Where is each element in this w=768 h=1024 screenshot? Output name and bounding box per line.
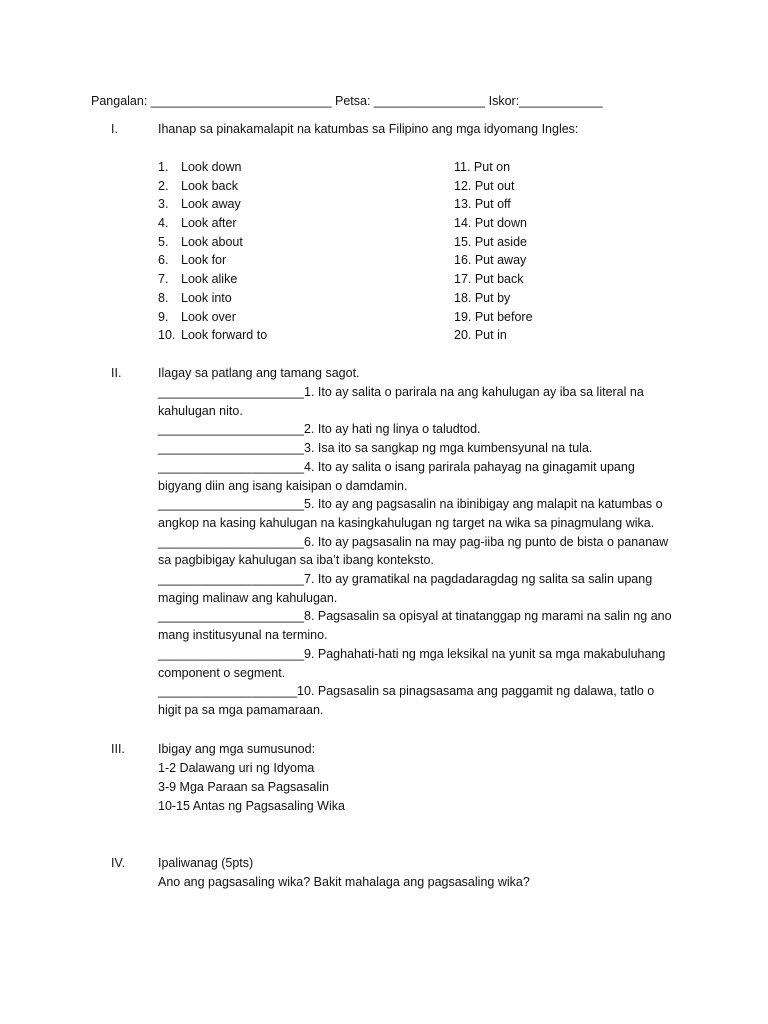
list-item: _____________________6. Ito ay pagsasalin na may pag-iiba ng punto de bista o pananaw sa pagbibigay kahulugan sa iba’t ibang konteksto. xyxy=(158,534,669,568)
list-item: _____________________3. Isa ito sa sangkap ng mga kumbensyunal na tula. xyxy=(158,441,593,456)
list-item: 2. Look back xyxy=(158,178,238,193)
section-4-instruction: Ipaliwanag (5pts) xyxy=(158,856,254,870)
section-2-numeral: II. xyxy=(111,366,122,380)
list-item: _____________________8. Pagsasalin sa opisyal at tinatanggap ng marami na salin ng ano mang institusyunal na termino. xyxy=(158,609,672,643)
list-item: _____________________4. Ito ay salita o isang parirala pahayag na ginagamit upang bigyang diin ang isang kaisipan o damdamin. xyxy=(158,459,635,493)
list-item: 11. Put on xyxy=(454,160,511,174)
section-4-numeral: IV. xyxy=(111,856,126,870)
list-item: 7. Look alike xyxy=(158,272,238,287)
list-item: _____________________9. Paghahati-hati ng mga leksikal na yunit sa mga makabuluhang component o segment. xyxy=(158,646,666,680)
section-2-instruction: Ilagay sa patlang ang tamang sagot. xyxy=(158,366,360,380)
list-item: 16. Put away xyxy=(454,253,527,268)
name-date-score-line: Pangalan: __________________________ Petsa: ________________ Iskor:____________ xyxy=(91,94,603,108)
list-item: _____________________5. Ito ay ang pagsasalin na ibinibigay ang malapit na katumbas o angkop na kasing kahulugan na kasingkahulugan ng target na wika sa pinagmulang wika. xyxy=(158,497,663,530)
section-1-instruction: Ihanap sa pinakamalapit na katumbas sa Filipino ang mga idyomang Ingles: xyxy=(158,122,579,136)
list-item: 10-15 Antas ng Pagsasaling Wika xyxy=(158,799,345,813)
list-item: _____________________7. Ito ay gramatikal na pagdadaragdag ng salita sa salin upang maging malinaw ang kahulugan. xyxy=(158,572,653,605)
section-3-numeral: III. xyxy=(111,742,125,756)
list-item: 3. Look away xyxy=(158,197,241,212)
list-item: 17. Put back xyxy=(454,272,524,287)
list-item: 1. Look down xyxy=(158,160,242,174)
list-item: 18. Put by xyxy=(454,290,511,305)
fill-in-the-blank-list xyxy=(158,383,678,720)
list-item: 20. Put in xyxy=(454,328,507,343)
list-item: 8. Look into xyxy=(158,290,232,305)
list-item: 6. Look for xyxy=(158,253,227,268)
section-1-numeral: I. xyxy=(111,122,118,136)
list-item: 13. Put off xyxy=(454,197,511,212)
list-item: 14. Put down xyxy=(454,216,527,231)
list-item: _____________________2. Ito ay hati ng linya o taludtod. xyxy=(158,422,481,437)
list-item: 1-2 Dalawang uri ng Idyoma xyxy=(158,761,315,775)
list-item: 9. Look over xyxy=(158,309,236,324)
idiom-list-right xyxy=(454,158,533,345)
idiom-list-left xyxy=(158,158,267,345)
list-item: 19. Put before xyxy=(454,309,533,324)
list-item: 10. Look forward to xyxy=(158,328,268,343)
list-item: _____________________1. Ito ay salita o parirala na ang kahulugan ay iba sa literal na kahulugan nito. xyxy=(158,385,644,418)
list-item: ____________________10. Pagsasalin sa pinagsasama ang paggamit ng dalawa, tatlo o higit pa sa mga pamamaraan. xyxy=(158,684,655,717)
list-item: 15. Put aside xyxy=(454,234,527,249)
list-item: 4. Look after xyxy=(158,216,237,231)
list-item: 5. Look about xyxy=(158,234,243,249)
essay-question: Ano ang pagsasaling wika? Bakit mahalaga ang pagsasaling wika? xyxy=(158,875,530,889)
section-3-instruction: Ibigay ang mga sumusunod: xyxy=(158,742,316,756)
list-item: 12. Put out xyxy=(454,178,515,193)
list-item: 3-9 Mga Paraan sa Pagsasalin xyxy=(158,780,329,794)
